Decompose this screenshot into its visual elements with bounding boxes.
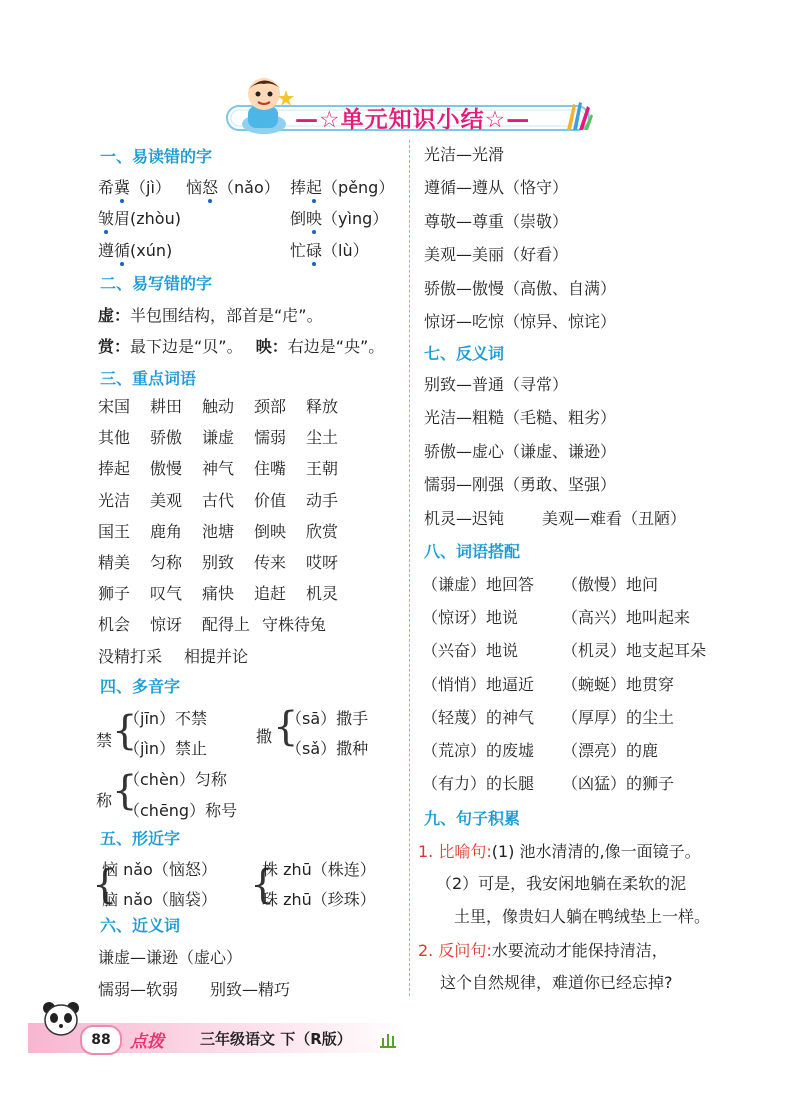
vocab-row <box>98 427 358 449</box>
vocab-word: 宋国 <box>98 397 131 416</box>
vocab-word: 国王 <box>98 521 131 541</box>
vocab-row <box>98 490 358 512</box>
vocab-word: 别致 <box>202 553 235 572</box>
polyphone-char: 称 <box>96 791 113 810</box>
list-item: 珠 zhū（珍珠） <box>262 890 376 909</box>
section-heading: 四、多音字 <box>100 677 181 696</box>
vocab-word: 痛快 <box>202 584 235 604</box>
list-item: 尊敬—尊重（崇敬） <box>424 211 569 231</box>
section-heading: 五、形近字 <box>100 829 181 848</box>
list-item: （2）可是，我安闲地躺在柔软的泥 <box>436 874 687 893</box>
list-item: 骄傲—虚心（谦虚、谦逊） <box>424 441 617 461</box>
vocab-word: 没精打采 <box>98 646 163 666</box>
vocab-word: 池塘 <box>202 521 235 541</box>
list-item: （荒凉）的废墟 <box>422 741 535 760</box>
vocab-word: 机灵 <box>306 584 339 604</box>
vocab-word: 神气 <box>202 459 235 479</box>
vocab-row <box>98 458 358 480</box>
vocab-row <box>98 614 338 636</box>
vocab-word: 匀称 <box>150 553 183 572</box>
vocab-word: 动手 <box>306 490 339 510</box>
list-item: 别致—普通（寻常） <box>424 375 569 394</box>
brace: { <box>250 862 276 908</box>
list-item: 骄傲—傲慢（高傲、自满） <box>424 278 617 298</box>
list-item: （轻蔑）的神气 <box>422 707 535 727</box>
list-item: 2. 反问句:水要流动才能保持清洁， <box>418 941 668 960</box>
vocab-word: 鹿角 <box>150 521 183 541</box>
list-item: （高兴）地叫起来 <box>562 608 691 628</box>
section-heading: 三、重点词语 <box>100 369 197 388</box>
vocab-word: 价值 <box>254 490 287 510</box>
list-item: （厚厚）的尘土 <box>562 707 675 727</box>
vocab-word: 美观 <box>150 490 183 510</box>
list-item: 赏：最下边是“贝”。 映：右边是“央”。 <box>98 337 385 356</box>
vocab-word: 传来 <box>254 553 287 572</box>
vocab-word: 古代 <box>202 490 235 510</box>
brace: { <box>112 708 138 754</box>
vocab-word: 惊讶 <box>150 615 183 635</box>
list-item: 希冀（jì） <box>98 178 171 197</box>
vocab-word: 其他 <box>98 428 131 448</box>
list-item: （chēng）称号 <box>124 801 238 820</box>
list-item: 恼怒（nǎo） <box>186 178 280 197</box>
vocab-word: 王朝 <box>306 459 339 479</box>
list-item: （惊讶）地说 <box>422 608 519 628</box>
list-item: 美观—美丽（好看） <box>424 245 569 265</box>
panda-icon <box>40 998 84 1038</box>
vocab-word: 守株待兔 <box>262 615 327 635</box>
sprout-icon <box>378 1030 398 1050</box>
section-heading: 七、反义词 <box>424 344 505 363</box>
list-item: （谦虚）地回答 <box>422 575 535 594</box>
list-item: 虚：半包围结构，部首是“虍”。 <box>98 306 323 325</box>
list-item: 谦虚—谦逊（虚心） <box>98 948 243 967</box>
vocab-word: 捧起 <box>98 459 131 479</box>
list-item: （有力）的长腿 <box>422 774 535 794</box>
brace: { <box>92 862 118 908</box>
brand-logo: 点拨 <box>130 1032 164 1052</box>
vocab-word: 懦弱 <box>254 428 287 448</box>
vocab-word: 精美 <box>98 553 131 572</box>
list-item: 光洁—光滑 <box>424 145 505 164</box>
list-item: 这个自然规律，难道你已经忘掉? <box>440 973 673 992</box>
list-item: （jìn）禁止 <box>124 739 208 758</box>
list-item: 脑 nǎo（脑袋） <box>102 890 217 909</box>
vocab-row <box>98 646 260 668</box>
vocab-word: 狮子 <box>98 584 131 604</box>
list-item: （sā）撒手 <box>286 709 369 728</box>
vocab-word: 骄傲 <box>150 428 183 448</box>
list-item: 懦弱—软弱 别致—精巧 <box>98 980 291 999</box>
vocab-word: 尘土 <box>306 428 339 448</box>
list-item: 懦弱—刚强（勇敢、坚强） <box>424 475 617 495</box>
vocab-word: 触动 <box>202 397 235 416</box>
pencils-icon <box>563 100 593 132</box>
vocab-word: 光洁 <box>98 490 131 510</box>
list-item: （悄悄）地逼近 <box>422 674 535 694</box>
brace: { <box>273 704 299 750</box>
vocab-word: 配得上 <box>202 615 251 635</box>
list-item: （傲慢）地问 <box>562 575 659 594</box>
vocab-word: 释放 <box>306 397 339 416</box>
list-item: 恼 nǎo（恼怒） <box>102 860 217 879</box>
list-item: （漂亮）的鹿 <box>562 741 659 760</box>
list-item: （兴奋）地说 <box>422 641 519 661</box>
list-item: （凶猛）的狮子 <box>562 774 675 794</box>
vocab-row <box>98 396 358 418</box>
vocab-word: 倒映 <box>254 521 287 541</box>
page-number: 88 <box>80 1025 122 1055</box>
list-item: 株 zhū（株连） <box>262 860 376 879</box>
list-item: 1. 比喻句:(1) 池水清清的,像一面镜子。 <box>418 842 701 861</box>
vocab-word: 相提并论 <box>184 646 249 666</box>
vocab-word: 追赶 <box>254 584 287 604</box>
list-item: 捧起（pěng） <box>290 178 395 197</box>
vocab-word: 住嘴 <box>254 459 287 479</box>
vocab-word: 傲慢 <box>150 459 183 479</box>
list-item: 遵循—遵从（恪守） <box>424 178 569 198</box>
vocab-word: 哎呀 <box>306 553 339 572</box>
banner-title: —☆单元知识小结☆— <box>295 107 531 133</box>
list-item: （蜿蜒）地贯穿 <box>562 674 675 694</box>
section-heading: 二、易写错的字 <box>100 274 213 293</box>
vocab-row <box>98 521 358 543</box>
vocab-word: 颈部 <box>254 397 287 416</box>
list-item: （jīn）不禁 <box>124 709 208 728</box>
section-heading: 一、易读错的字 <box>100 147 213 166</box>
vocab-word: 机会 <box>98 615 131 635</box>
list-item: 光洁—粗糙（毛糙、粗劣） <box>424 408 617 428</box>
list-item: 忙碌（lù） <box>290 241 369 260</box>
list-item: 惊讶—吃惊（惊异、惊诧） <box>424 312 617 331</box>
vocab-row <box>98 552 358 574</box>
list-item: （sǎ）撒种 <box>286 739 369 758</box>
list-item: 皱眉(zhòu) <box>98 209 181 228</box>
list-item: （chèn）匀称 <box>124 770 227 789</box>
grade-label: 三年级语文 下（R版） <box>200 1030 352 1048</box>
polyphone-char: 撒 <box>256 727 273 746</box>
vocab-word: 耕田 <box>150 397 183 416</box>
list-item: 机灵—迟钝 美观—难看（丑陋） <box>424 509 687 528</box>
section-heading: 八、词语搭配 <box>424 542 521 561</box>
column-divider <box>409 140 410 996</box>
vocab-word: 叹气 <box>150 584 183 604</box>
list-item: 遵循(xún) <box>98 241 173 260</box>
list-item: （机灵）地支起耳朵 <box>562 641 707 661</box>
vocab-word: 欣赏 <box>306 521 339 541</box>
polyphone-char: 禁 <box>96 731 113 750</box>
list-item: 倒映（yìng） <box>290 209 389 228</box>
boy-mascot-icon <box>228 72 298 138</box>
list-item: 土里，像贵妇人躺在鸭绒垫上一样。 <box>454 907 711 926</box>
brace: { <box>112 768 138 814</box>
vocab-word: 谦虚 <box>202 428 235 448</box>
vocab-row <box>98 583 358 605</box>
section-heading: 九、句子积累 <box>424 809 521 828</box>
section-heading: 六、近义词 <box>100 916 181 935</box>
